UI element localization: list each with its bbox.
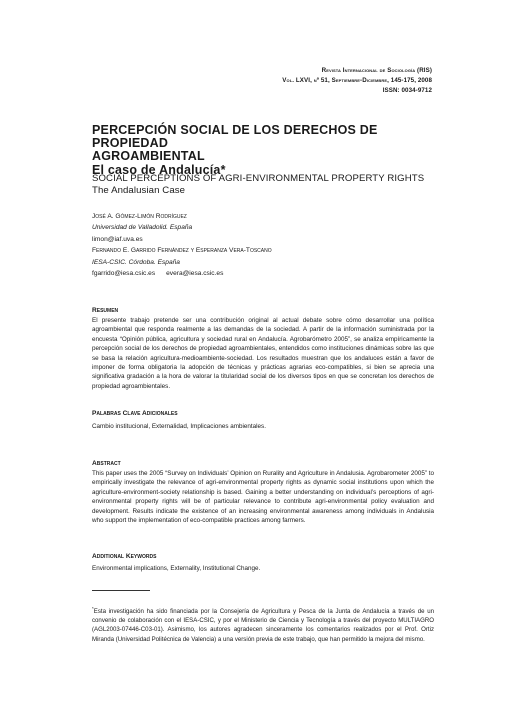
keywords-heading: Additional Keywords bbox=[92, 553, 157, 560]
email-1[interactable]: limon@iaf.uva.es bbox=[92, 236, 143, 243]
palabras-heading: Palabras Clave Adicionales bbox=[92, 410, 178, 417]
title-es-line2: AGROAMBIENTAL bbox=[92, 149, 205, 164]
title-en-line1: SOCIAL PERCEPTIONS OF AGRI-ENVIRONMENTAL PROPERTY RIGHTS bbox=[92, 173, 425, 184]
journal-volume: Vol. LXVI, nº 51, Septiembre-Diciembre, 145-175, 2008 bbox=[282, 77, 432, 84]
footnote-text: Esta investigación ha sido financiada por la Consejería de Agricultura y Pesca de la Junta de Andalucía a través de un convenio de colaboración con el IESA-CSIC, y por el Ministerio de Ciencia y Tecnología a través del proyecto MULTIAGRO (AGL2003-07446-C03-01). Asimismo, los autores agradecen sinceramente los comentarios realizados por el Prof. Ortiz Miranda (Universidad Politécnica de Valencia) a una versión previa de este trabajo, que han permitido la mejora del mismo. bbox=[92, 608, 434, 643]
journal-name: Revista Internacional de Sociología (RIS) bbox=[321, 67, 432, 74]
title-en-subtitle: The Andalusian Case bbox=[92, 184, 186, 196]
footnote-mark: * bbox=[92, 606, 94, 611]
footnote-rule bbox=[92, 590, 150, 591]
affiliation-1: Universidad de Valladolid. España bbox=[92, 224, 193, 231]
title-es-subtitle: El caso de Andalucía* bbox=[92, 162, 226, 177]
title-en bbox=[92, 173, 437, 196]
abstract-heading: Abstract bbox=[92, 460, 121, 467]
abstract-text: This paper uses the 2005 “Survey on Individuals’ Opinion on Rurality and Agriculture in Andalusia. Agrobarometer 2005” to empirically investigate the relevance of agri-environmental property rights as dynamic social institutions upon which the agriculture-environment-society relationship is based. Gaining a better understanding on individual’s perceptions of agri-environmental property rights will be of particular relevance to contribute agri-environmental policy evaluation and development. Results indicate the existence of an increasing environmental awareness among individuals in Andalusia who support the implementation of eco-compatible practices among farmers. bbox=[92, 470, 434, 525]
journal-issn: ISSN: 0034-9712 bbox=[382, 87, 432, 94]
title-es bbox=[92, 124, 437, 177]
keywords-text: Environmental implications, Externality, Institutional Change. bbox=[92, 565, 261, 572]
title-es-line1: PERCEPCIÓN SOCIAL DE LOS DERECHOS DE PROPIEDAD bbox=[92, 123, 378, 151]
resumen-heading: Resumen bbox=[92, 307, 119, 314]
resumen-text: El presente trabajo pretende ser una contribución original al actual debate sobre cómo desarrollar una política agroambiental que responda realmente a las demandas de la sociedad. A partir de la información suministrada por la encuesta “Opinión pública, agricultura y sociedad rural en Andalucía. Agrobarómetro 2005”, se analiza empíricamente la percepción social de los derechos de propiedad agroambientales, entendidos como instituciones dinámicas sobre las que se basa la relación agricultura-medioambiente-sociedad. Los resultados muestran que los andaluces están a favor de imponer de forma obligatoria la adopción de técnicas y prácticas agrarias eco-compatibles, si bien se aprecia una significativa gradación a la hora de valorar la titularidad social de los diversos tipos en que se concretan los derechos de propiedad agroambientales. bbox=[92, 317, 434, 390]
palabras-text: Cambio institucional, Externalidad, Implicaciones ambientales. bbox=[92, 423, 266, 430]
affiliation-2: IESA-CSIC. Córdoba. España bbox=[92, 259, 180, 266]
author-1: José A. Gómez-Limón Rodríguez bbox=[92, 213, 187, 220]
footnote bbox=[92, 604, 434, 644]
email-2[interactable]: fgarrido@iesa.csic.es evera@iesa.csic.es bbox=[92, 270, 224, 277]
author-2: Fernando E. Garrido Fernández y Esperanza Vera-Toscano bbox=[92, 247, 272, 254]
